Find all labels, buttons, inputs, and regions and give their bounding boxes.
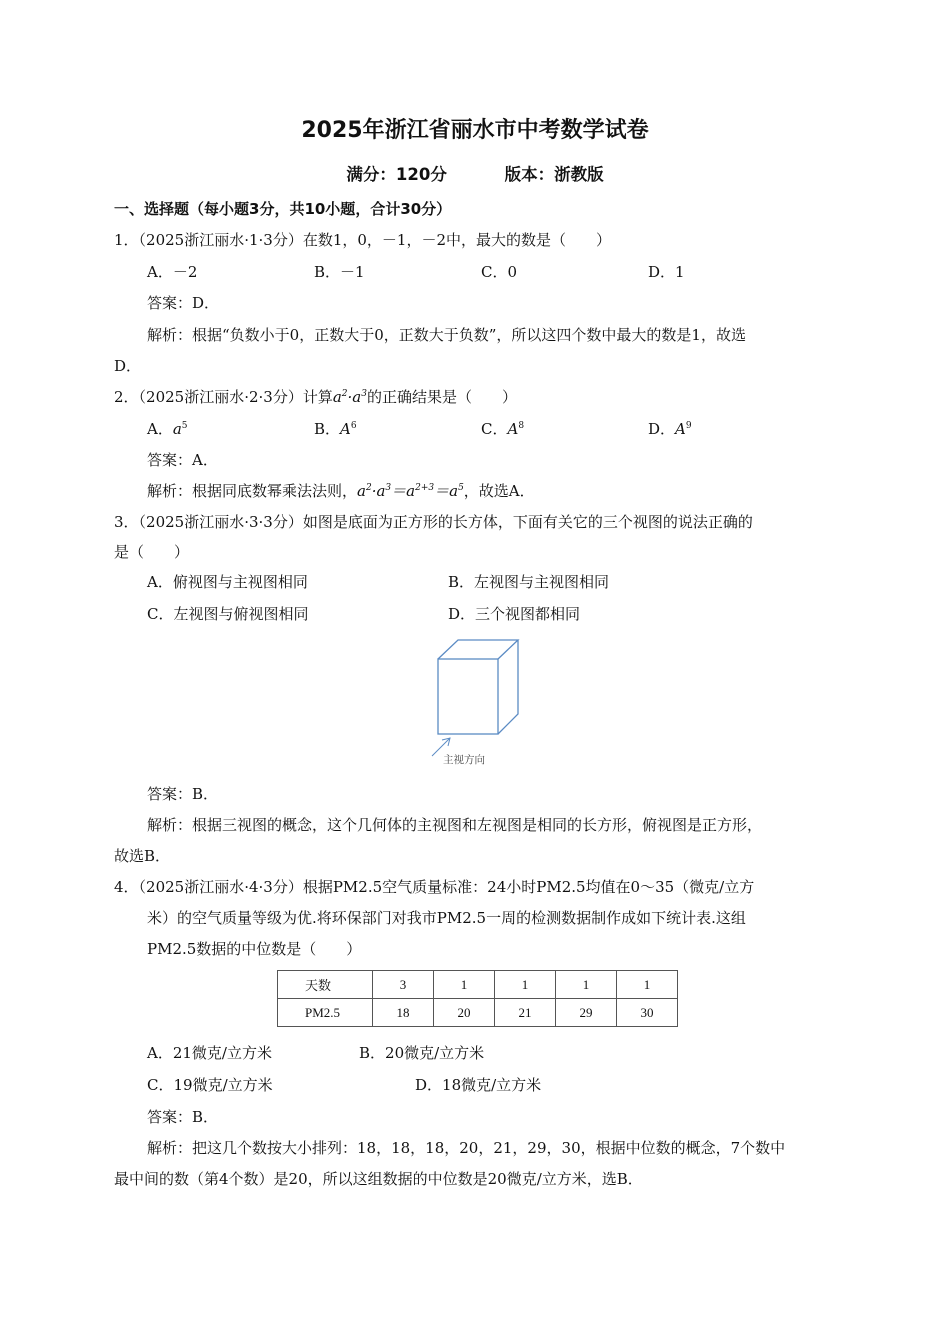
q1-analysis: 解析：根据“负数小于0，正数大于0，正数大于负数”，所以这四个数中最大的数是1，故选: [147, 326, 746, 344]
q1-stem: 1．（2025浙江丽水·1·3分）在数1，0，－1，－2中，最大的数是（ ）: [114, 231, 612, 249]
q2-stem-prefix: 2．（2025浙江丽水·2·3分）计算: [114, 388, 333, 406]
q3-option-d: D．三个视图都相同: [448, 605, 581, 623]
figure-caption: 主视方向: [443, 754, 485, 766]
q4-analysis: 解析：把这几个数按大小排列：18，18，18，20，21，29，30，根据中位数的概念，7个数中: [147, 1139, 786, 1157]
q2-answer: 答案：A．: [147, 451, 218, 469]
q3-option-c: C．左视图与俯视图相同: [147, 605, 309, 623]
cuboid-top-face: [438, 640, 518, 659]
q1-option-c: C．0: [481, 263, 518, 281]
table-cell: 29: [556, 999, 617, 1027]
table-cell: 3: [373, 971, 434, 999]
table-cell: 18: [373, 999, 434, 1027]
table-cell: 21: [495, 999, 556, 1027]
q2-analysis: 解析：根据同底数幂乘法法则，$a^2\cdot a^3=a^{2+3}=a^5$，故选A．: [147, 482, 535, 500]
exam-meta: [0, 161, 950, 185]
table-header-pm25: PM2.5: [278, 999, 373, 1027]
q3-analysis: 解析：根据三视图的概念，这个几何体的主视图和左视图是相同的长方形，俯视图是正方形，: [147, 816, 763, 834]
table-cell: 20: [434, 999, 495, 1027]
table-cell: 1: [495, 971, 556, 999]
table-header-days: 天数: [278, 971, 373, 999]
full-score: 满分：120分: [346, 165, 447, 184]
q2-stem-suffix: 的正确结果是（ ）: [366, 388, 517, 406]
q1-analysis-cont: D．: [114, 357, 142, 375]
pm25-table: [277, 970, 678, 1027]
table-row: [278, 971, 678, 999]
q4-stem-cont2: PM2.5数据的中位数是（ ）: [147, 940, 362, 958]
q2-expression: $a^2\cdot a^3$: [332, 388, 367, 406]
q1-option-b: B．－1: [314, 263, 365, 281]
q2-stem: [114, 387, 517, 407]
q1-option-a: A．－2: [147, 263, 198, 281]
cuboid-front-face: [438, 659, 498, 734]
table-cell: 1: [617, 971, 678, 999]
q4-option-d: D．18微克/立方米: [415, 1076, 542, 1094]
q3-answer: 答案：B．: [147, 785, 219, 803]
q4-stem-cont: 米）的空气质量等级为优.将环保部门对我市PM2.5一周的检测数据制作成如下统计表.这组: [147, 909, 746, 927]
q2-option-d: D．$A^9$: [648, 420, 692, 438]
cuboid-figure: [428, 632, 528, 762]
exam-title: 2025年浙江省丽水市中考数学试卷: [301, 118, 649, 143]
table-row: [278, 999, 678, 1027]
q2-option-c: C．$A^8$: [481, 420, 525, 438]
edition: 版本：浙教版: [504, 165, 604, 184]
q4-option-b: B．20微克/立方米: [359, 1044, 485, 1062]
q4-answer: 答案：B．: [147, 1108, 219, 1126]
cuboid-side-face: [498, 640, 518, 734]
q4-option-a: A．21微克/立方米: [147, 1044, 272, 1062]
q1-answer: 答案：D．: [147, 294, 220, 312]
q3-stem-cont: 是（ ）: [114, 543, 190, 561]
q2-option-b: B．$A^6$: [314, 420, 357, 438]
q3-analysis-cont: 故选B．: [114, 847, 171, 865]
q4-analysis-cont: 最中间的数（第4个数）是20，所以这组数据的中位数是20微克/立方米，选B．: [114, 1170, 643, 1188]
q2-analysis-expression: $a^2\cdot a^3=a^{2+3}=a^5$: [357, 482, 464, 500]
q3-option-a: A．俯视图与主视图相同: [147, 573, 308, 591]
table-cell: 30: [617, 999, 678, 1027]
q2-option-a: A．$a^5$: [147, 420, 188, 438]
q3-option-b: B．左视图与主视图相同: [448, 573, 610, 591]
q3-stem: 3．（2025浙江丽水·3·3分）如图是底面为正方形的长方体，下面有关它的三个视图的说法正确的: [114, 513, 753, 531]
q4-stem: 4．（2025浙江丽水·4·3分）根据PM2.5空气质量标准：24小时PM2.5均值在0～35（微克/立方: [114, 878, 755, 896]
section-heading: 一、选择题（每小题3分，共10小题，合计30分）: [114, 200, 452, 218]
q4-option-c: C．19微克/立方米: [147, 1076, 273, 1094]
table-cell: 1: [434, 971, 495, 999]
table-cell: 1: [556, 971, 617, 999]
q1-option-d: D．1: [648, 263, 685, 281]
